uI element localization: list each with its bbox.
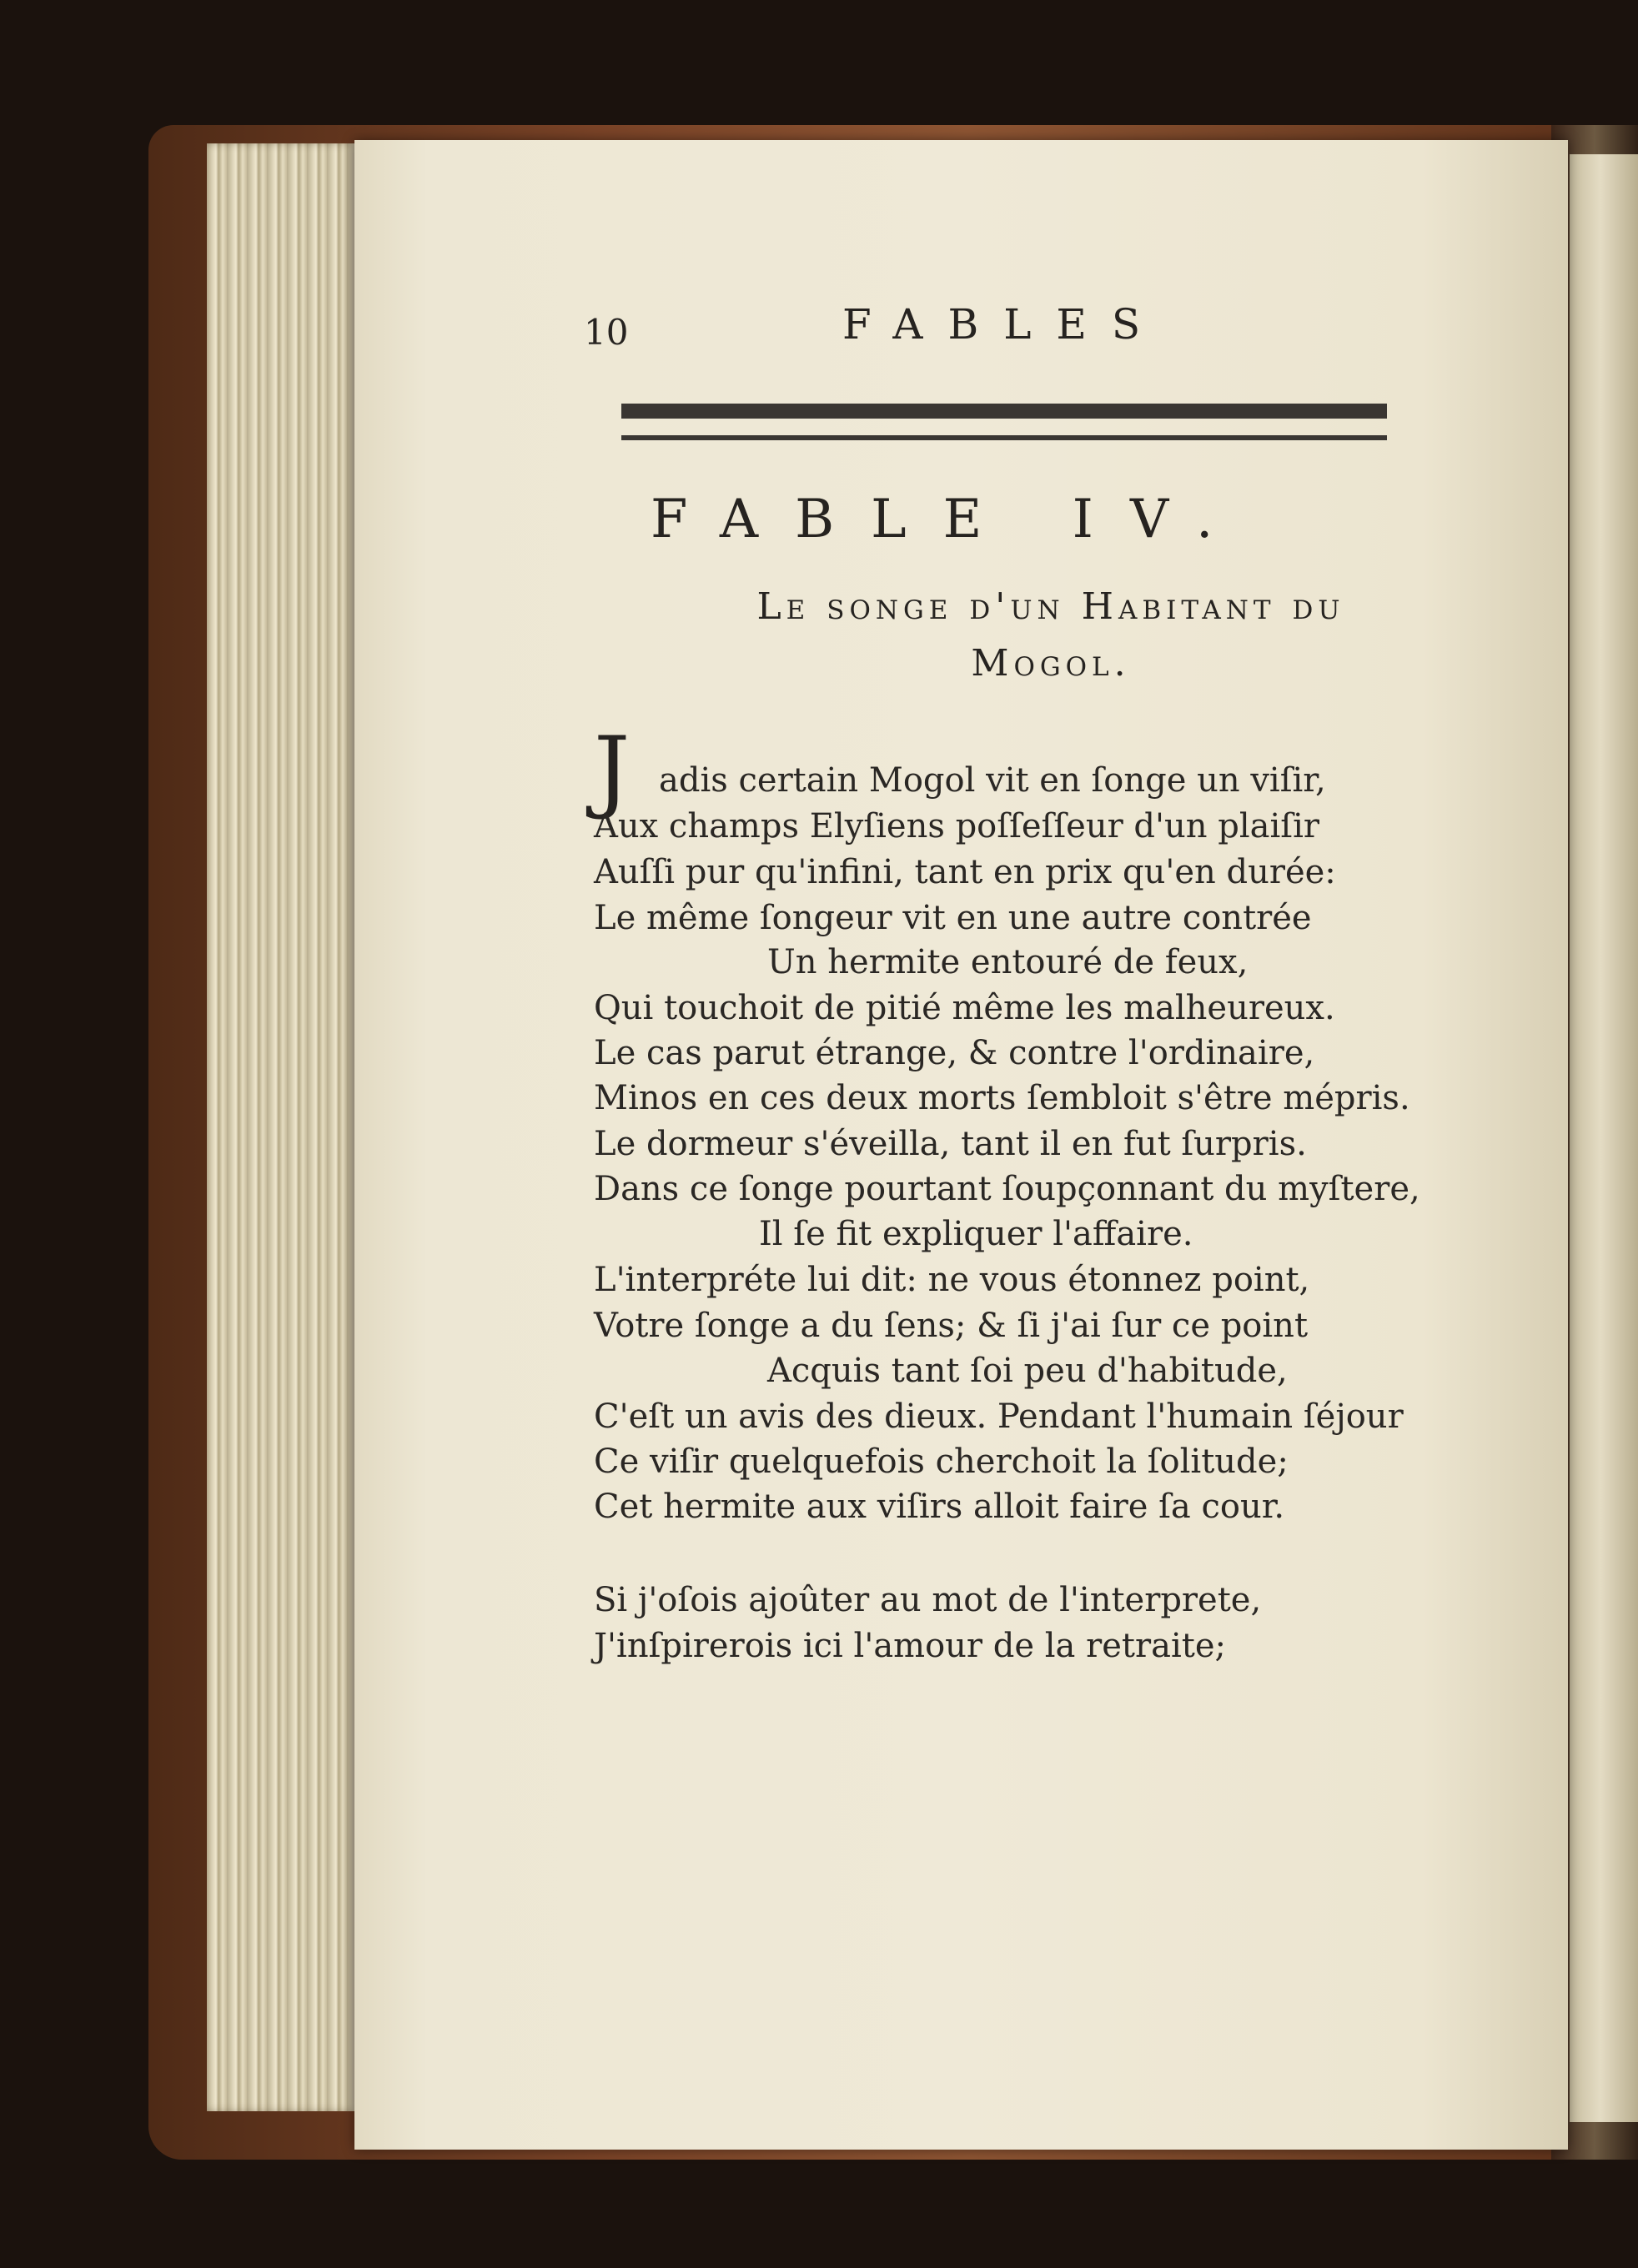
fable-subtitle-line-1: Le songe d'un Habitant du — [756, 585, 1345, 628]
running-head — [584, 300, 1251, 359]
verse-line: Le cas parut étrange, & contre l'ordinaire, — [594, 1034, 1315, 1072]
heading-rule-thick — [621, 404, 1387, 419]
verse-line: Ce viſir quelquefois cherchoit la ſolitude; — [594, 1443, 1289, 1481]
verse-line: L'interpréte lui dit: ne vous étonnez point, — [594, 1261, 1310, 1299]
running-title: FABLES — [842, 300, 1166, 349]
verse-line: Auſſi pur qu'infini, tant en prix qu'en durée: — [594, 853, 1336, 891]
fable-heading: FABLE IV. — [651, 489, 1250, 550]
drop-cap: J — [594, 718, 631, 822]
verse-line: Dans ce ſonge pourtant ſoupçonnant du myſtere, — [594, 1170, 1420, 1208]
verse-line: Cet hermite aux viſirs alloit faire ſa cour. — [594, 1488, 1285, 1526]
verse-line: Votre ſonge a du ſens; & ſi j'ai ſur ce point — [594, 1307, 1309, 1345]
verse-line: Minos en ces deux morts ſembloit s'être mépris. — [594, 1079, 1410, 1117]
page-number: 10 — [584, 312, 629, 353]
verse-line: Qui touchoit de pitié même les malheureux. — [594, 989, 1335, 1027]
heading-rule-thin — [621, 435, 1387, 440]
verse-line: Le dormeur s'éveilla, tant il en fut ſurpris. — [594, 1125, 1307, 1163]
verse-line: Il ſe fit expliquer l'affaire. — [759, 1215, 1193, 1253]
verse-line: J'inſpirerois ici l'amour de la retraite; — [594, 1627, 1226, 1665]
facing-page — [1570, 154, 1638, 2122]
verse-line: Un hermite entouré de feux, — [767, 943, 1249, 981]
page-edges — [207, 143, 357, 2111]
verse-line: C'eſt un avis des dieux. Pendant l'humain ſéjour — [594, 1397, 1404, 1436]
verse-line: Aux champs Elyſiens poſſeſſeur d'un plaiſir — [594, 807, 1320, 845]
verse-line: Si j'oſois ajoûter au mot de l'interprete, — [594, 1581, 1262, 1619]
verse-line: Acquis tant ſoi peu d'habitude, — [767, 1352, 1288, 1390]
verse-line: Le même ſongeur vit en une autre contrée — [594, 899, 1312, 937]
fable-subtitle-line-2: Mogol. — [971, 642, 1131, 685]
verse-line: adis certain Mogol vit en ſonge un viſir, — [659, 761, 1326, 800]
